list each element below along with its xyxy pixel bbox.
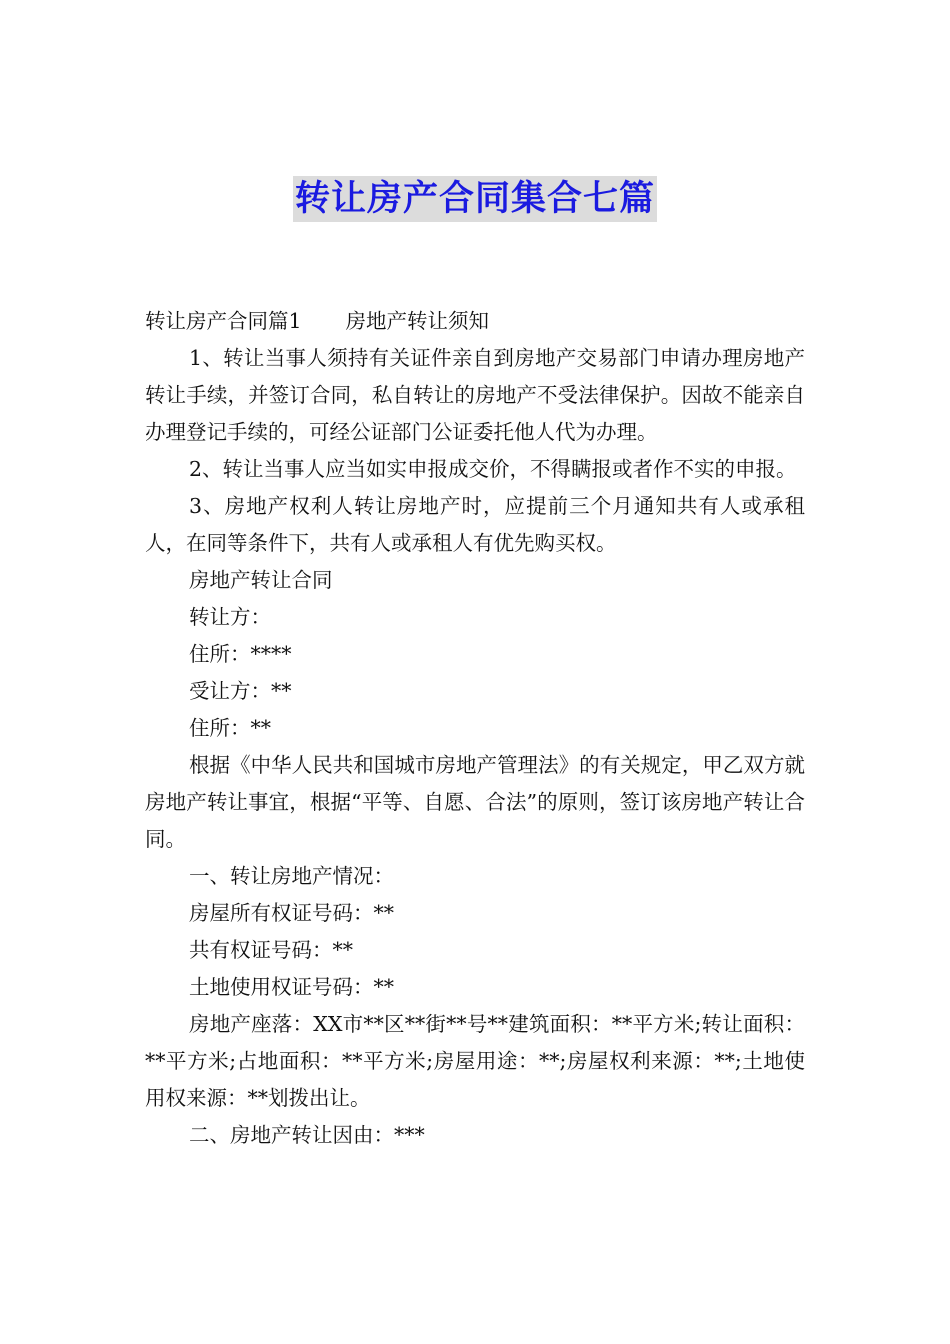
document-title: 转让房产合同集合七篇	[293, 176, 657, 222]
preamble-paragraph: 根据《中华人民共和国城市房地产管理法》的有关规定，甲乙双方就房地产转让事宜，根据“平等、自愿、合法”的原则，签订该房地产转让合同。	[145, 753, 805, 851]
title-wrap	[0, 176, 950, 222]
co-ownership-cert-line: 共有权证号码：**	[189, 938, 353, 962]
ownership-cert-line: 房屋所有权证号码：**	[189, 901, 394, 925]
section-heading-part1: 转让房产合同篇1	[145, 309, 302, 333]
section-one-heading: 一、转让房地产情况：	[189, 864, 394, 888]
property-location-paragraph: 房地产座落：XX市**区**街**号**建筑面积：**平方米;转让面积：**平方米;占地面积：**平方米;房屋用途：**;房屋权利来源：**;土地使用权来源：**划拨出让。	[145, 1012, 805, 1110]
section-heading-part2: 房地产转让须知	[345, 309, 490, 333]
section-heading	[145, 303, 805, 340]
transferor-line: 转让方：	[189, 605, 271, 629]
section-two-heading: 二、房地产转让因由：***	[189, 1123, 425, 1147]
transferee-address-line: 住所：**	[189, 716, 271, 740]
paragraph-3: 3、房地产权利人转让房地产时，应提前三个月通知共有人或承租人，在同等条件下，共有人或承租人有优先购买权。	[145, 494, 805, 555]
paragraph-1: 1、转让当事人须持有关证件亲自到房地产交易部门申请办理房地产转让手续，并签订合同，私自转让的房地产不受法律保护。因故不能亲自办理登记手续的，可经公证部门公证委托他人代为办理。	[145, 346, 805, 444]
land-use-cert-line: 土地使用权证号码：**	[189, 975, 394, 999]
transferee-line: 受让方：**	[189, 679, 292, 703]
document-body	[145, 303, 805, 1154]
contract-title: 房地产转让合同	[189, 568, 333, 592]
paragraph-2: 2、转让当事人应当如实申报成交价，不得瞒报或者作不实的申报。	[189, 457, 797, 481]
transferor-address-line: 住所：****	[189, 642, 292, 666]
